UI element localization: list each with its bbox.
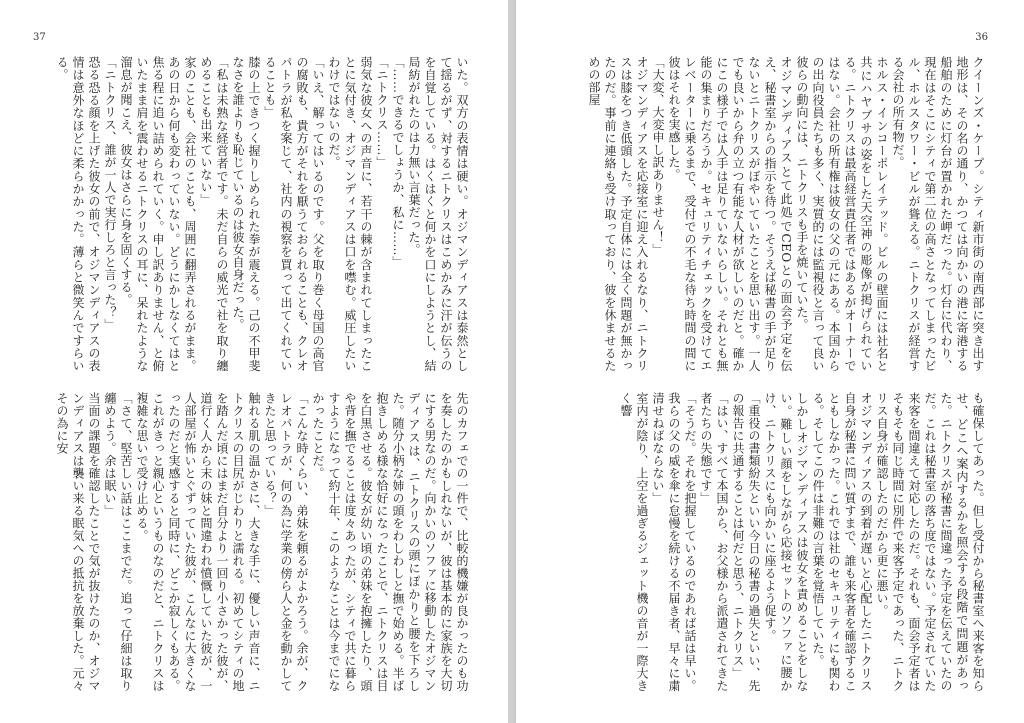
right-lower-text-block [582, 392, 986, 692]
paragraph: オジマンディアスを応接室に迎え入れるなり、ニトクリスは膝をつき低頭した。予定自体には全く問題が無かったのだ。事前に連絡も受け取っており、彼を休ませるための部屋 [587, 56, 649, 372]
paragraph: 室内が陰り、上空を過ぎるジェット機の音が一際大きく響 [619, 392, 649, 692]
paragraph: 「ニトクリス、誰が一人で実行しろと言った？」 [103, 56, 117, 331]
paragraph: 膝の上できつく握りしめられた拳が震える。己の不甲斐なさを誰よりも恥じているのは彼女自身だった。 [231, 56, 261, 372]
paragraph: 「私は未熟な経営者です。未だ自らの威光で社を取り纏めることも出来ていない」 [199, 56, 229, 372]
left-page [0, 0, 508, 723]
paragraph: 「こんな時くらい、弟妹を頼るがよかろう。余が、クレオパトラが、何の為に学業の傍ら人と金を動かしてきたと思っている？」 [263, 392, 309, 692]
right-upper-text-block [582, 56, 986, 372]
paragraph: 「ニトクリス……」 [375, 56, 389, 169]
paragraph: 先のカフェでの一件で、比較的機嫌が良かったのも功を奏したのかもしれないが、彼は基本的に家族を大切にする男なのだ。向かいのソファに移動したオジマンディアスは、ニトクリスの頭にぽかりと腰を下ろした。随分小柄な姉の頭をわしわしと撫で始める。半ば抱きしめる様な恰好になったことで、ニトクリスは目を白黒させる。彼女が幼い頃の弟妹を抱擁したり、頭や背を撫でることは度々あったが、シティで共に暮らすようになって約十年、このようなことは今までになかったことだ。 [311, 392, 469, 692]
paragraph: オジマンディアスの到着が遅いと心配したニトクリス自身が秘書に問い質すまで、誰も来客者を確認することもしなかった。これでは社のセキュリティにも関わる。そしてこの件は非難の言葉を覚悟していた。 [811, 392, 873, 692]
paragraph: しかしオジマンディアスは彼女を責めることをしない。難しい顔をしながら応接セットのソファに腰かけ、ニトクリスにも向かいに座るよう促す。 [763, 392, 809, 692]
paragraph: 当面の課題を確認したことで気が抜けたのか、オジマンディアスは襲い来る眠気への抵抗を放棄した。元々その為に安 [55, 392, 101, 692]
paragraph: も確保してあった。但し受付から秘書室へ来客を知らせ、どこへ案内するかを照会する段階で問題があった。ニトクリスが秘書に間違った予定を伝えていたのだ。これは秘書室の落ち度ではない。予定されていた来客を間違えて対応したのだ。それも、面会予定者はそもそも同じ時間に別件で来客予定であった、ニトクリス自身が確認したのだから更に悪い。 [875, 392, 985, 692]
paragraph: いた。双方の表情は硬い。オジマンディアスは泰然として揺るがず、対するニトクリスはこめかみに汗が伝うのを自覚している。はくはくと何かを口にしようとし、結局紡がれたのは力無い言葉だった。 [407, 56, 469, 372]
paragraph: 触れる肌の温かさに、大きな手に、優しい声音に、ニトクリスの目尻がじわりと濡れる。初めてシティの地を踏んだ頃にはまだ自分より一回り小さかった彼が、道行く人から末の妹と間違われ憤慨していた彼が、一人部屋が怖いとぐずっていた彼が、こんなに大きくなったのだと実感すると同時に、どこか寂しくもある。これがきっと親心というものなのだと、ニトクリスは複雑な思いで受け止める。 [135, 392, 261, 692]
paragraph: 「大変、大変申し訳ありません！」 [651, 56, 665, 256]
paragraph: 弱気な彼女への声音に、若干の棘が含まれてしまったことに気付き、オジマンディアスは口を噤む。威圧したいわけではないのだ。 [327, 56, 373, 372]
paragraph: 「……できるでしょうか、私に……」 [391, 56, 405, 269]
book-gutter [508, 0, 516, 723]
left-upper-text-block [55, 56, 470, 372]
page-number-left: 37 [33, 32, 46, 43]
paragraph: 「そうだ。それを把握しているのであれば話は早い。我らの父の威を傘に怠慢を続ける不届き者、早々に粛清せねばならない」 [651, 392, 697, 692]
paragraph: ホルス・インコーポレイテッド。ビルの壁面には社名と共にハヤブサの姿をした天空神の彫像が掲げられている。ニトクリスは最高経営責任者ではあるがオーナーではない。会社の所有権は彼女の父の元にある。本国からの出向役員たちも多く、実質的には監視役と言って良い彼らの動向には、ニトクリスも手を焼いていた。 [795, 56, 889, 372]
paragraph: 家のことも、会社のことも、周囲に翻弄されるがまま。あの日から何も変わっていない。どうにかしなくてはと焦る程に追い詰められていく。申し訳ありません、と俯いたまま肩を震わせるニトクリスの耳に、呆れたような溜息が聞こえ、彼女はさらに身を固くする。 [119, 56, 197, 372]
paragraph: 「はい、すべて本国から、お父様から派遣されてきた者たちの失態です」 [699, 392, 729, 692]
paragraph: 「さて、堅苦しい話はここまでだ。追って仔細は取り纏めよう。余は眠い」 [103, 392, 133, 692]
paragraph: オジマンディアスとて此処でCEOとの面会予定を伝え、秘書室からの指示を待つ。そうえば秘書の手が足りないとニトクリスがぼやいていたことを思い出す。一人でも良いから弁の立つ有能な人材が欲しいのだと。確かにこの様子では人手は足りていないらしい。それとも無能の集まりだろうか。セキュリティチェックを受けてエレベーターに乗るまで、受付での不毛な待ち時間の間に彼はそれを実感した。 [667, 56, 793, 372]
left-lower-text-block [55, 392, 470, 692]
paragraph: 恐る恐る顔を上げた彼女の前で、オジマンディアスの表情は意外なほどに柔らかかった。薄らと微笑んですらいる。 [55, 56, 101, 372]
paragraph: 「重役の書類紛失といい今日の秘書の過失といい、先の報告に共通することは何だと思う、ニトクリス」 [731, 392, 761, 692]
page-number-right: 36 [975, 32, 988, 43]
right-page [516, 0, 1024, 723]
paragraph: 「いえ、解ってはいるのです。父を取り巻く母国の高官の腐敗も、貴方がそれを厭うておられることも、クレオパトラが私を案じて、社内の視察を買って出てくれていることも」 [263, 56, 325, 372]
paragraph: クイーンズ・ケープ。シティ新市街の南西部に突き出す地形は、その名の通り、かつては向かいの港に寄港する船舶のために灯台が置かれた岬だった。灯台に代わり、現在はそこにシティで第二位の高さとなってしまったビル、ホルスタワー・ビルが聳える。ニトクリスが経営する会社の所有物だ。 [891, 56, 985, 372]
